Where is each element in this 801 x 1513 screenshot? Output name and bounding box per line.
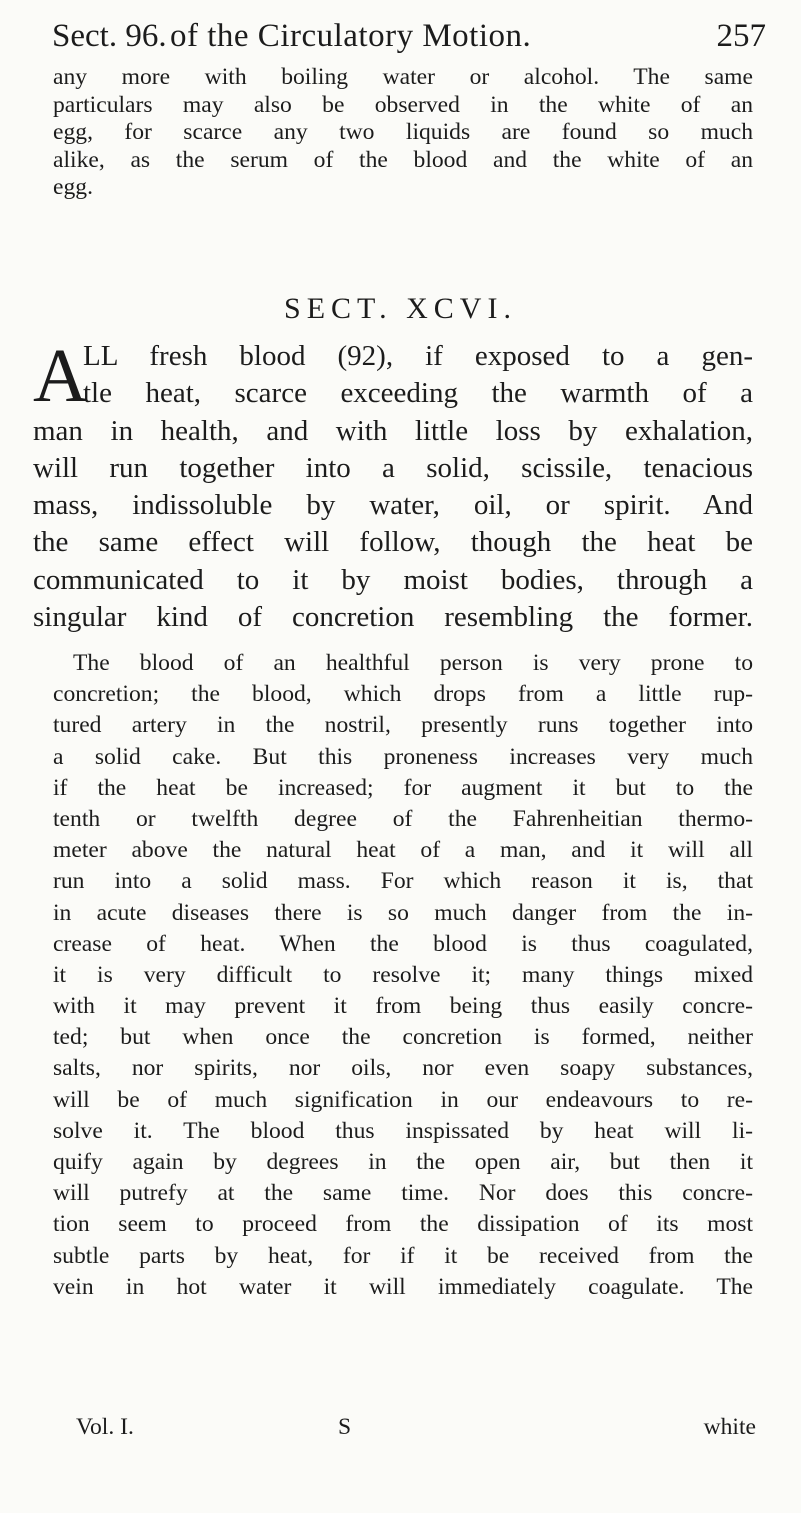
- text-line: will run together into a solid, scissile, tenacious: [33, 451, 753, 484]
- volume-mark: Vol. I.: [76, 1414, 134, 1440]
- text-line: tion seem to proceed from the dissipation of its most: [53, 1211, 753, 1238]
- text-line: LL fresh blood (92), if exposed to a gen-: [83, 340, 753, 372]
- text-line: alike, as the serum of the blood and the white of an: [53, 146, 753, 173]
- text-line: in acute diseases there is so much danger from the in-: [53, 899, 753, 926]
- text-line: any more with boiling water or alcohol. The same: [53, 64, 753, 90]
- text-line: vein in hot water it will immediately coagulate. The: [53, 1273, 753, 1300]
- text-line: subtle parts by heat, for if it be received from the: [53, 1242, 753, 1269]
- text-line: it is very difficult to resolve it; many things mixed: [53, 961, 753, 988]
- text-line: with it may prevent it from being thus easily concre-: [53, 993, 753, 1020]
- intro-paragraph: [53, 64, 753, 202]
- signature-mark: S: [338, 1414, 352, 1440]
- text-line: will be of much signification in our endeavours to re-: [53, 1086, 753, 1113]
- text-line: quify again by degrees in the open air, but then it: [53, 1149, 753, 1175]
- drop-cap: A: [33, 334, 88, 418]
- text-line: The blood of an healthful person is very prone to: [73, 650, 753, 676]
- text-line: singular kind of concretion resembling the former.: [33, 601, 753, 634]
- text-line: a solid cake. But this proneness increases very much: [53, 743, 753, 770]
- page-number: 257: [716, 18, 766, 54]
- running-header: [46, 10, 766, 62]
- text-line: tured artery in the nostril, presently runs together into: [53, 712, 753, 739]
- text-line: particulars may also be observed in the white of an: [53, 91, 753, 118]
- text-line: man in health, and with little loss by exhalation,: [33, 414, 753, 447]
- text-line: concretion; the blood, which drops from a little rup-: [53, 681, 753, 708]
- section-heading: SECT. XCVI.: [284, 292, 517, 325]
- catchword: white: [703, 1414, 756, 1440]
- text-line: tle heat, scarce exceeding the warmth of a: [83, 377, 753, 410]
- text-line: meter above the natural heat of a man, and it will all: [53, 837, 753, 864]
- section-first-paragraph: [33, 334, 753, 636]
- text-line: will putrefy at the same time. Nor does this concre-: [53, 1180, 753, 1207]
- text-line: egg, for scarce any two liquids are found so much: [53, 119, 753, 145]
- header-title: of the Circulatory Motion.: [170, 18, 532, 54]
- commentary-paragraph: [53, 648, 753, 1303]
- text-line: if the heat be increased; for augment it but to the: [53, 774, 753, 801]
- text-line: communicated to it by moist bodies, through a: [33, 563, 753, 596]
- header-section: Sect. 96.: [52, 18, 167, 54]
- text-line: solve it. The blood thus inspissated by heat will li-: [53, 1117, 753, 1144]
- text-line: ted; but when once the concretion is formed, neither: [53, 1024, 753, 1051]
- page-footer: [76, 1414, 756, 1444]
- text-line: salts, nor spirits, nor oils, nor even soapy substances,: [53, 1055, 753, 1082]
- text-line: tenth or twelfth degree of the Fahrenheitian thermo-: [53, 805, 753, 832]
- text-line: mass, indissoluble by water, oil, or spirit. And: [33, 489, 753, 522]
- text-line: run into a solid mass. For which reason it is, that: [53, 868, 753, 895]
- text-line: crease of heat. When the blood is thus coagulated,: [53, 930, 753, 957]
- text-line: the same effect will follow, though the heat be: [33, 526, 753, 559]
- text-line: egg.: [53, 174, 93, 200]
